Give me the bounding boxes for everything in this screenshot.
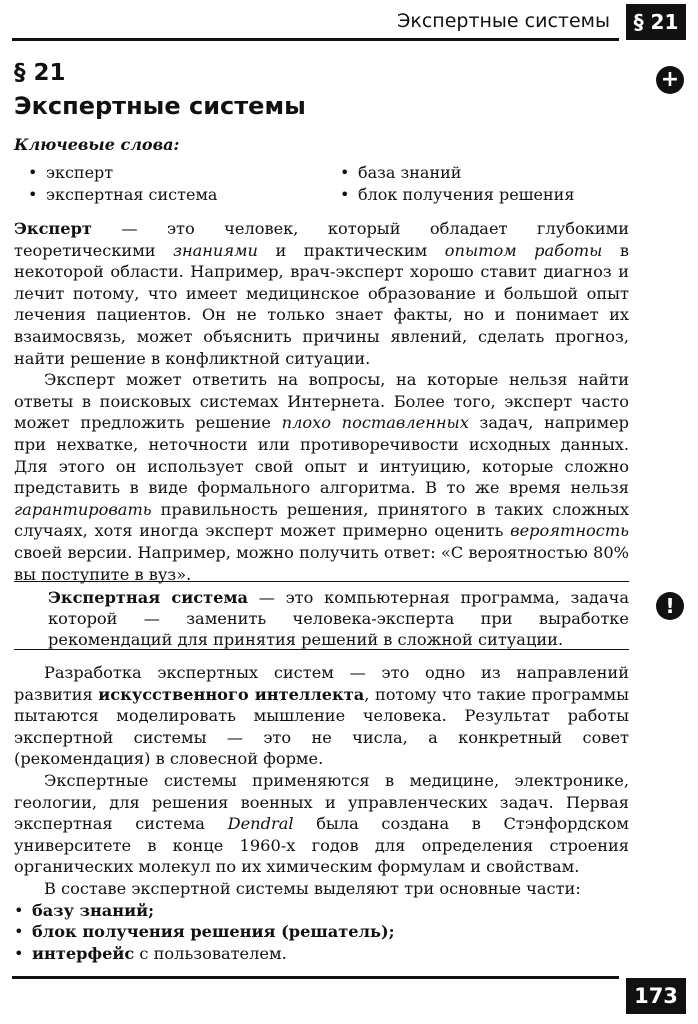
- running-header-title: Экспертные системы: [397, 10, 610, 32]
- keywords-right-column: [340, 162, 574, 206]
- keyword-item: • блок получения решения: [340, 184, 574, 206]
- list-item-text: блок получения решения (решатель);: [32, 922, 395, 942]
- paragraph-development: [14, 662, 629, 770]
- term-ai: искусственного интеллекта: [98, 684, 365, 704]
- paragraph-components: В составе экспертной системы выделяют три основные части:: [44, 878, 581, 898]
- text-run: — это человек, который обладает глубокими теоретическими: [14, 219, 629, 260]
- text-run: в некоторой области. Например, врач-эксперт хорошо ставит диагноз и лечит потому, что имеет медицинское образование и большой опыт лечения пациентов. Он не только знает факты, но и понимает их взаимосвязь, может объяснить причины явлений, сделать прогноз, найти решение в конфликтной ситуации.: [14, 240, 629, 368]
- list-item-text: базу знаний;: [32, 900, 155, 920]
- text-run: задач, например при нехватке, неточности или противоречивости исходных данных. Для этого он использует свой опыт и интуицию, которые сложно представить в виде формального алгоритма. В то же время нельзя: [14, 413, 630, 498]
- keyword-item: • база знаний: [340, 162, 574, 184]
- list-item: [14, 921, 629, 943]
- header-rule: [12, 38, 619, 41]
- exclamation-icon: !: [656, 592, 684, 620]
- section-number: § 21: [14, 60, 66, 86]
- term-expert-system: Экспертная система: [48, 588, 249, 607]
- definition-top-rule: [14, 581, 629, 582]
- text-run: Эксперт может ответить на вопросы, на которые нельзя найти ответы в поисковых системах Интернета. Более того, эксперт часто может предложить решение: [14, 370, 629, 433]
- text-run: правильность решения, принятого в таких сложных случаях, хотя иногда эксперт может примерно оценить: [14, 499, 629, 541]
- text-run: и практическим: [257, 240, 445, 260]
- list-item: [14, 900, 629, 922]
- text-run: , потому что такие программы пытаются моделировать мышление человека. Результат работы экспертной системы — это не числа, а конкретный совет (рекомендация) в словесной форме.: [14, 684, 629, 769]
- list-item-text: интерфейс: [32, 943, 135, 963]
- footer-rule: [12, 976, 619, 979]
- development-text-block: [14, 662, 629, 964]
- emphasis: гарантировать: [14, 499, 152, 519]
- plus-icon: +: [656, 66, 684, 94]
- definition-expert-system: [48, 587, 629, 650]
- components-list: [14, 900, 629, 965]
- page-number: 173: [626, 978, 686, 1014]
- term-expert: Эксперт: [14, 219, 92, 238]
- emphasis: вероятность: [510, 521, 629, 541]
- paragraph-expert-abilities: [14, 369, 629, 585]
- emphasis: плохо поставленных: [281, 413, 469, 433]
- list-item: [14, 943, 629, 965]
- keywords-left-column: [28, 162, 217, 206]
- running-header-section-badge: § 21: [626, 4, 686, 40]
- keyword-item: • эксперт: [28, 162, 217, 184]
- text-run: своей версии. Например, можно получить ответ: «С вероятностью 80% вы поступите в вуз».: [14, 542, 629, 584]
- keywords-title: Ключевые слова:: [14, 135, 180, 154]
- definition-bottom-rule: [14, 649, 629, 650]
- text-run: Экспертные системы применяются в медицине, электронике, геологии, для решения военных и управленческих задач. Первая экспертная система: [14, 770, 629, 834]
- text-run: — это компьютерная программа, задача которой — заменить человека-эксперта при выработке рекомендаций для принятия решений в сложной ситуации.: [48, 588, 630, 649]
- text-run: была создана в Стэнфордском университете в конце 1960-х годов для определения строения органических молекул по их химическим формулам и свойствам.: [14, 814, 630, 877]
- keyword-item: • экспертная система: [28, 184, 217, 206]
- paragraph-expert-definition: [14, 218, 629, 369]
- emphasis: знаниями: [173, 240, 258, 260]
- section-title: Экспертные системы: [14, 92, 306, 120]
- text-run: Разработка экспертных систем — это одно из направлений развития: [14, 663, 629, 704]
- expert-text-block: [14, 218, 629, 585]
- list-item-text: с пользователем.: [134, 943, 287, 963]
- paragraph-applications: [14, 770, 629, 878]
- emphasis: Dendral: [227, 814, 294, 834]
- emphasis: опытом работы: [444, 240, 603, 260]
